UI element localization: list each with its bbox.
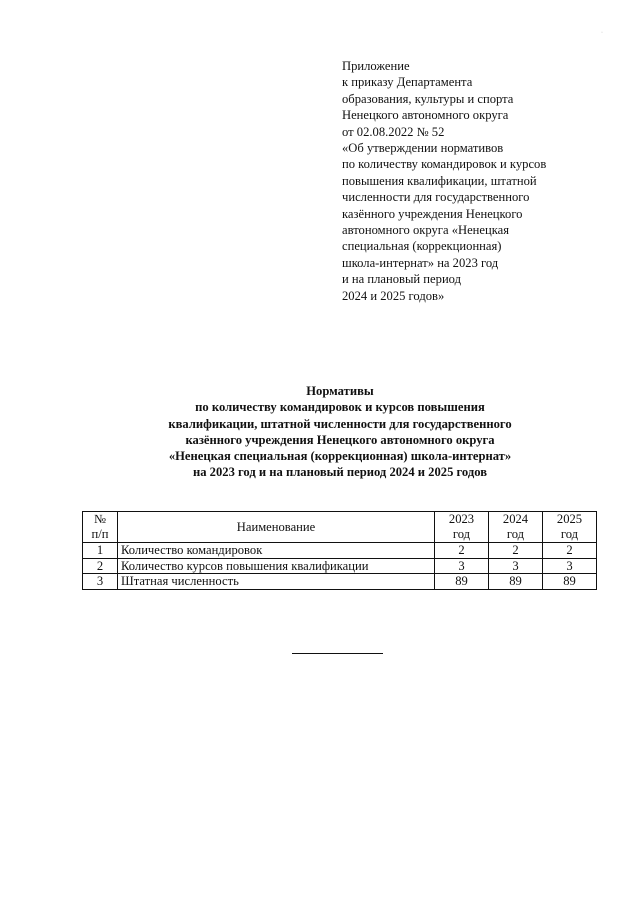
row-number: 2 bbox=[83, 558, 118, 574]
table-header-row bbox=[83, 512, 597, 543]
appendix-line: школа-интернат» на 2023 год bbox=[342, 255, 499, 270]
header-year: 2024 bbox=[502, 512, 529, 526]
title-line: на 2023 год и на плановый период 2024 и 2025 годов bbox=[192, 465, 488, 480]
scan-mark: · bbox=[601, 30, 603, 36]
table-row bbox=[83, 543, 597, 559]
column-header-number bbox=[83, 512, 118, 543]
norms-table bbox=[82, 511, 597, 590]
document-title bbox=[80, 383, 600, 481]
closing-rule bbox=[292, 653, 383, 654]
value-2024: 89 bbox=[489, 574, 543, 590]
appendix-line: «Об утверждении нормативов bbox=[342, 141, 504, 156]
value-2025: 2 bbox=[543, 543, 597, 559]
header-year-unit: год bbox=[506, 527, 525, 541]
appendix-block bbox=[342, 58, 602, 304]
appendix-line: Ненецкого автономного округа bbox=[342, 108, 509, 123]
title-line: Нормативы bbox=[306, 384, 374, 398]
table-row bbox=[83, 574, 597, 590]
header-number-sign: № bbox=[93, 512, 107, 526]
appendix-line: повышения квалификации, штатной bbox=[342, 173, 537, 188]
appendix-line: казённого учреждения Ненецкого bbox=[342, 206, 523, 221]
row-name: Количество командировок bbox=[118, 543, 435, 559]
column-header-2023 bbox=[435, 512, 489, 543]
appendix-line: 2024 и 2025 годов» bbox=[342, 288, 445, 303]
column-header-2024 bbox=[489, 512, 543, 543]
column-header-name: Наименование bbox=[118, 512, 435, 543]
row-number: 3 bbox=[83, 574, 118, 590]
appendix-line: Приложение bbox=[342, 59, 410, 73]
appendix-line: специальная (коррекционная) bbox=[342, 239, 502, 254]
title-line: квалификации, штатной численности для государственного bbox=[168, 416, 512, 431]
header-year-unit: год bbox=[452, 527, 471, 541]
value-2025: 89 bbox=[543, 574, 597, 590]
header-year: 2025 bbox=[556, 512, 583, 526]
appendix-line: и на плановый период bbox=[342, 272, 462, 287]
appendix-line: от 02.08.2022 № 52 bbox=[342, 124, 445, 139]
column-header-2025 bbox=[543, 512, 597, 543]
row-name: Количество курсов повышения квалификации bbox=[118, 558, 435, 574]
title-line: «Ненецкая специальная (коррекционная) школа-интернат» bbox=[168, 449, 512, 464]
row-number: 1 bbox=[83, 543, 118, 559]
header-year-unit: год bbox=[560, 527, 579, 541]
value-2023: 3 bbox=[435, 558, 489, 574]
value-2024: 3 bbox=[489, 558, 543, 574]
appendix-line: к приказу Департамента bbox=[342, 75, 473, 90]
header-year: 2023 bbox=[448, 512, 475, 526]
title-line: по количеству командировок и курсов повышения bbox=[195, 400, 485, 415]
title-line: казённого учреждения Ненецкого автономного округа bbox=[185, 432, 495, 447]
row-name: Штатная численность bbox=[118, 574, 435, 590]
table-row bbox=[83, 558, 597, 574]
appendix-line: автономного округа «Ненецкая bbox=[342, 223, 510, 238]
header-number-abbrev: п/п bbox=[91, 527, 109, 541]
appendix-line: по количеству командировок и курсов bbox=[342, 157, 547, 172]
value-2023: 89 bbox=[435, 574, 489, 590]
value-2023: 2 bbox=[435, 543, 489, 559]
value-2025: 3 bbox=[543, 558, 597, 574]
value-2024: 2 bbox=[489, 543, 543, 559]
appendix-line: образования, культуры и спорта bbox=[342, 91, 514, 106]
appendix-line: численности для государственного bbox=[342, 190, 530, 205]
